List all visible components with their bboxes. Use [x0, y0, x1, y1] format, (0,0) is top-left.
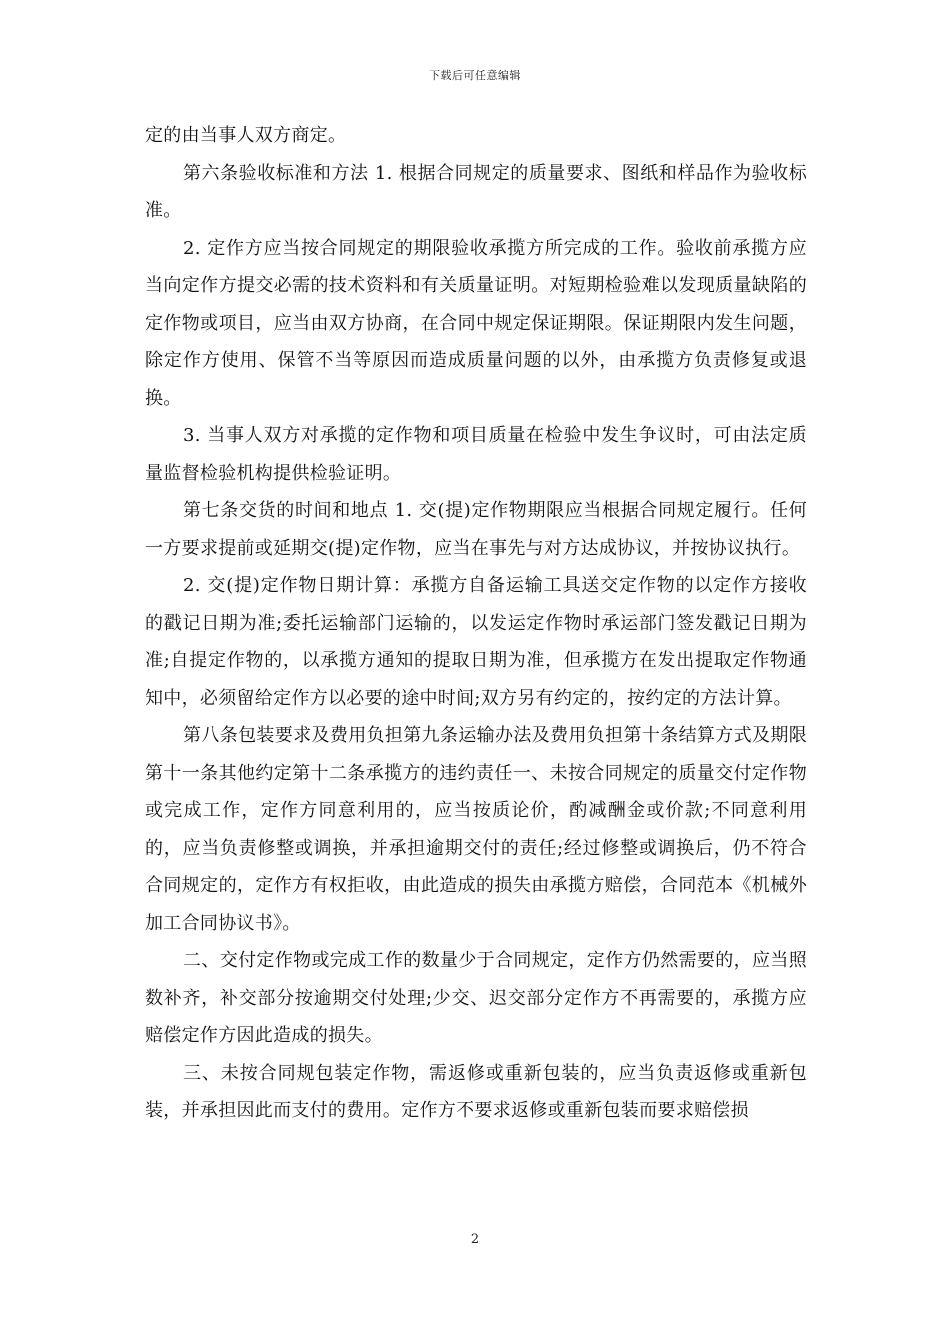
- paragraph: 定的由当事人双方商定。: [145, 125, 347, 146]
- paragraph: 2. 交(提)定作物日期计算：承揽方自备运输工具送交定作物的以定作方接收的戳记日期为准;委托运输部门运输的，以发运定作物时承运部门签发戳记日期为准;自提定作物的，以承揽方通知的提取日期为准，但承揽方在发出提取定作物通知中，必须留给定作方以必要的途中时间;双方另有约定的，按约定的方法计算。: [145, 575, 807, 709]
- paragraph: 第八条包装要求及费用负担第九条运输办法及费用负担第十条结算方式及期限第十一条其他约定第十二条承揽方的违约责任一、未按合同规定的质量交付定作物或完成工作，定作方同意利用的，应当按质论价，酌减酬金或价款;不同意利用的，应当负责修整或调换，并承担逾期交付的责任;经过修整或调换后，仍不符合合同规定的，定作方有权拒收，由此造成的损失由承揽方赔偿，合同范本《机械外加工合同协议书》。: [145, 725, 807, 934]
- page-header: 下载后可任意编辑: [429, 69, 521, 82]
- paragraph: 第六条验收标准和方法 1. 根据合同规定的质量要求、图纸和样品作为验收标准。: [145, 162, 807, 221]
- paragraph: 2. 定作方应当按合同规定的期限验收承揽方所完成的工作。验收前承揽方应当向定作方提交必需的技术资料和有关质量证明。对短期检验难以发现质量缺陷的定作物或项目，应当由双方协商，在合同中规定保证期限。保证期限内发生问题，除定作方使用、保管不当等原因而造成质量问题的以外，由承揽方负责修复或退换。: [145, 237, 807, 409]
- page-number: 2: [470, 1232, 480, 1247]
- document-body: [145, 117, 807, 1130]
- paragraph: 三、未按合同规包装定作物，需返修或重新包装的，应当负责返修或重新包装，并承担因此而支付的费用。定作方不要求返修或重新包装而要求赔偿损: [145, 1062, 807, 1121]
- paragraph: 第七条交货的时间和地点 1. 交(提)定作物期限应当根据合同规定履行。任何一方要求提前或延期交(提)定作物，应当在事先与对方达成协议，并按协议执行。: [145, 500, 807, 559]
- paragraph: 3. 当事人双方对承揽的定作物和项目质量在检验中发生争议时，可由法定质量监督检验机构提供检验证明。: [145, 425, 807, 484]
- paragraph: 二、交付定作物或完成工作的数量少于合同规定，定作方仍然需要的，应当照数补齐，补交部分按逾期交付处理;少交、迟交部分定作方不再需要的，承揽方应赔偿定作方因此造成的损失。: [145, 950, 807, 1046]
